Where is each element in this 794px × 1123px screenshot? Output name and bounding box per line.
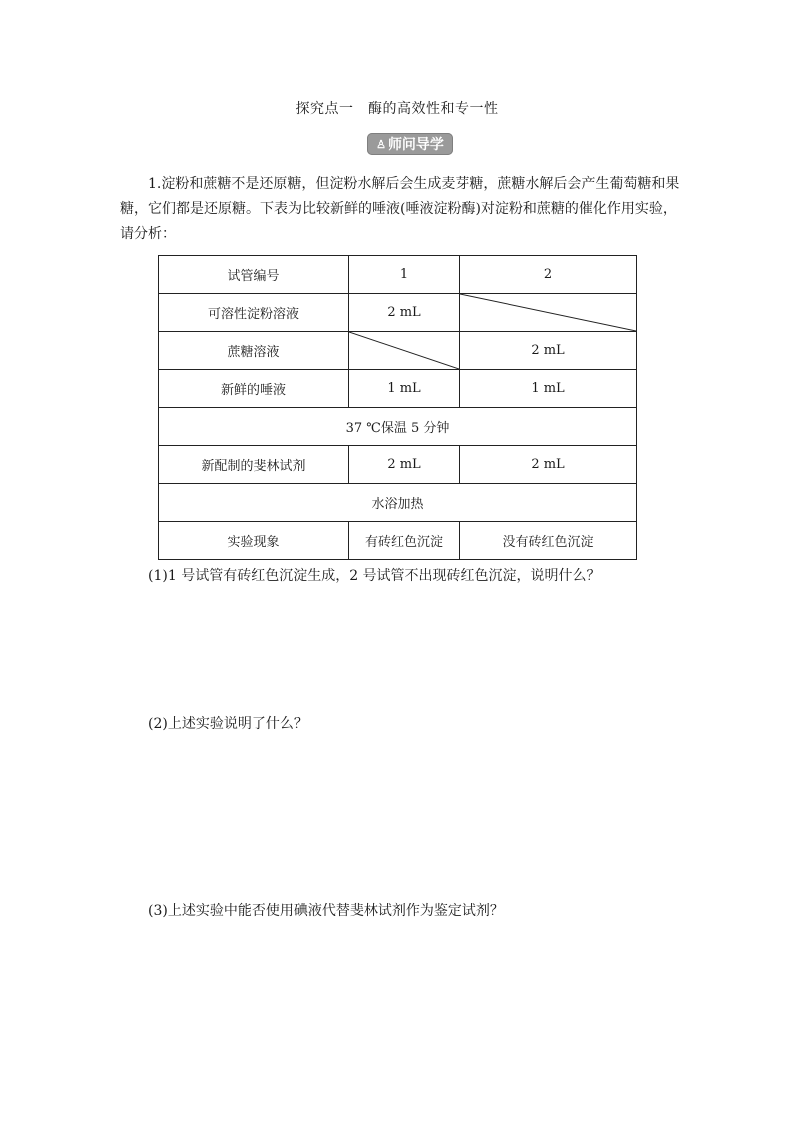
question-3: (3)上述实验中能否使用碘液代替斐林试剂作为鉴定试剂？ — [148, 903, 504, 919]
guide-badge — [367, 133, 453, 155]
diagonal-line — [460, 294, 636, 331]
row-label: 新配制的斐林试剂 — [159, 446, 349, 484]
question-2: (2)上述实验说明了什么？ — [148, 716, 308, 732]
table-row — [159, 522, 637, 560]
table-row — [159, 294, 637, 332]
tube1-cell: 有砖红色沉淀 — [349, 522, 460, 560]
intro-text: 1.淀粉和蔗糖不是还原糖，但淀粉水解后会生成麦芽糖，蔗糖水解后会产生葡萄糖和果糖，它们都是还原糖。下表为比较新鲜的唾液(唾液淀粉酶)对淀粉和蔗糖的催化作用实验，请分析： — [120, 176, 680, 242]
merged-cell: 37 ℃保温 5 分钟 — [159, 408, 637, 446]
table-row — [159, 446, 637, 484]
table-row — [159, 332, 637, 370]
empty-diagonal-cell — [460, 294, 637, 332]
person-icon: ♙ — [376, 137, 386, 151]
tube1-cell: 1 mL — [349, 370, 460, 408]
tube1-cell: 2 mL — [349, 446, 460, 484]
row-label: 试管编号 — [159, 256, 349, 294]
row-label: 新鲜的唾液 — [159, 370, 349, 408]
tube2-header: 2 — [460, 256, 637, 294]
table-row — [159, 256, 637, 294]
row-label: 蔗糖溶液 — [159, 332, 349, 370]
question-1: (1)1 号试管有砖红色沉淀生成，2 号试管不出现砖红色沉淀，说明什么？ — [148, 568, 601, 584]
tube2-cell: 没有砖红色沉淀 — [460, 522, 637, 560]
badge-label: 师问导学 — [387, 137, 444, 153]
diagonal-line — [349, 332, 459, 369]
intro-paragraph — [120, 172, 690, 247]
section-title: 探究点一 酶的高效性和专一性 — [295, 101, 499, 117]
table-row — [159, 408, 637, 446]
tube1-header: 1 — [349, 256, 460, 294]
tube2-cell: 2 mL — [460, 332, 637, 370]
row-label: 可溶性淀粉溶液 — [159, 294, 349, 332]
tube1-cell: 2 mL — [349, 294, 460, 332]
experiment-table — [158, 255, 637, 560]
merged-cell: 水浴加热 — [159, 484, 637, 522]
tube2-cell: 1 mL — [460, 370, 637, 408]
tube2-cell: 2 mL — [460, 446, 637, 484]
row-label: 实验现象 — [159, 522, 349, 560]
table-row — [159, 484, 637, 522]
empty-diagonal-cell — [349, 332, 460, 370]
table-row — [159, 370, 637, 408]
